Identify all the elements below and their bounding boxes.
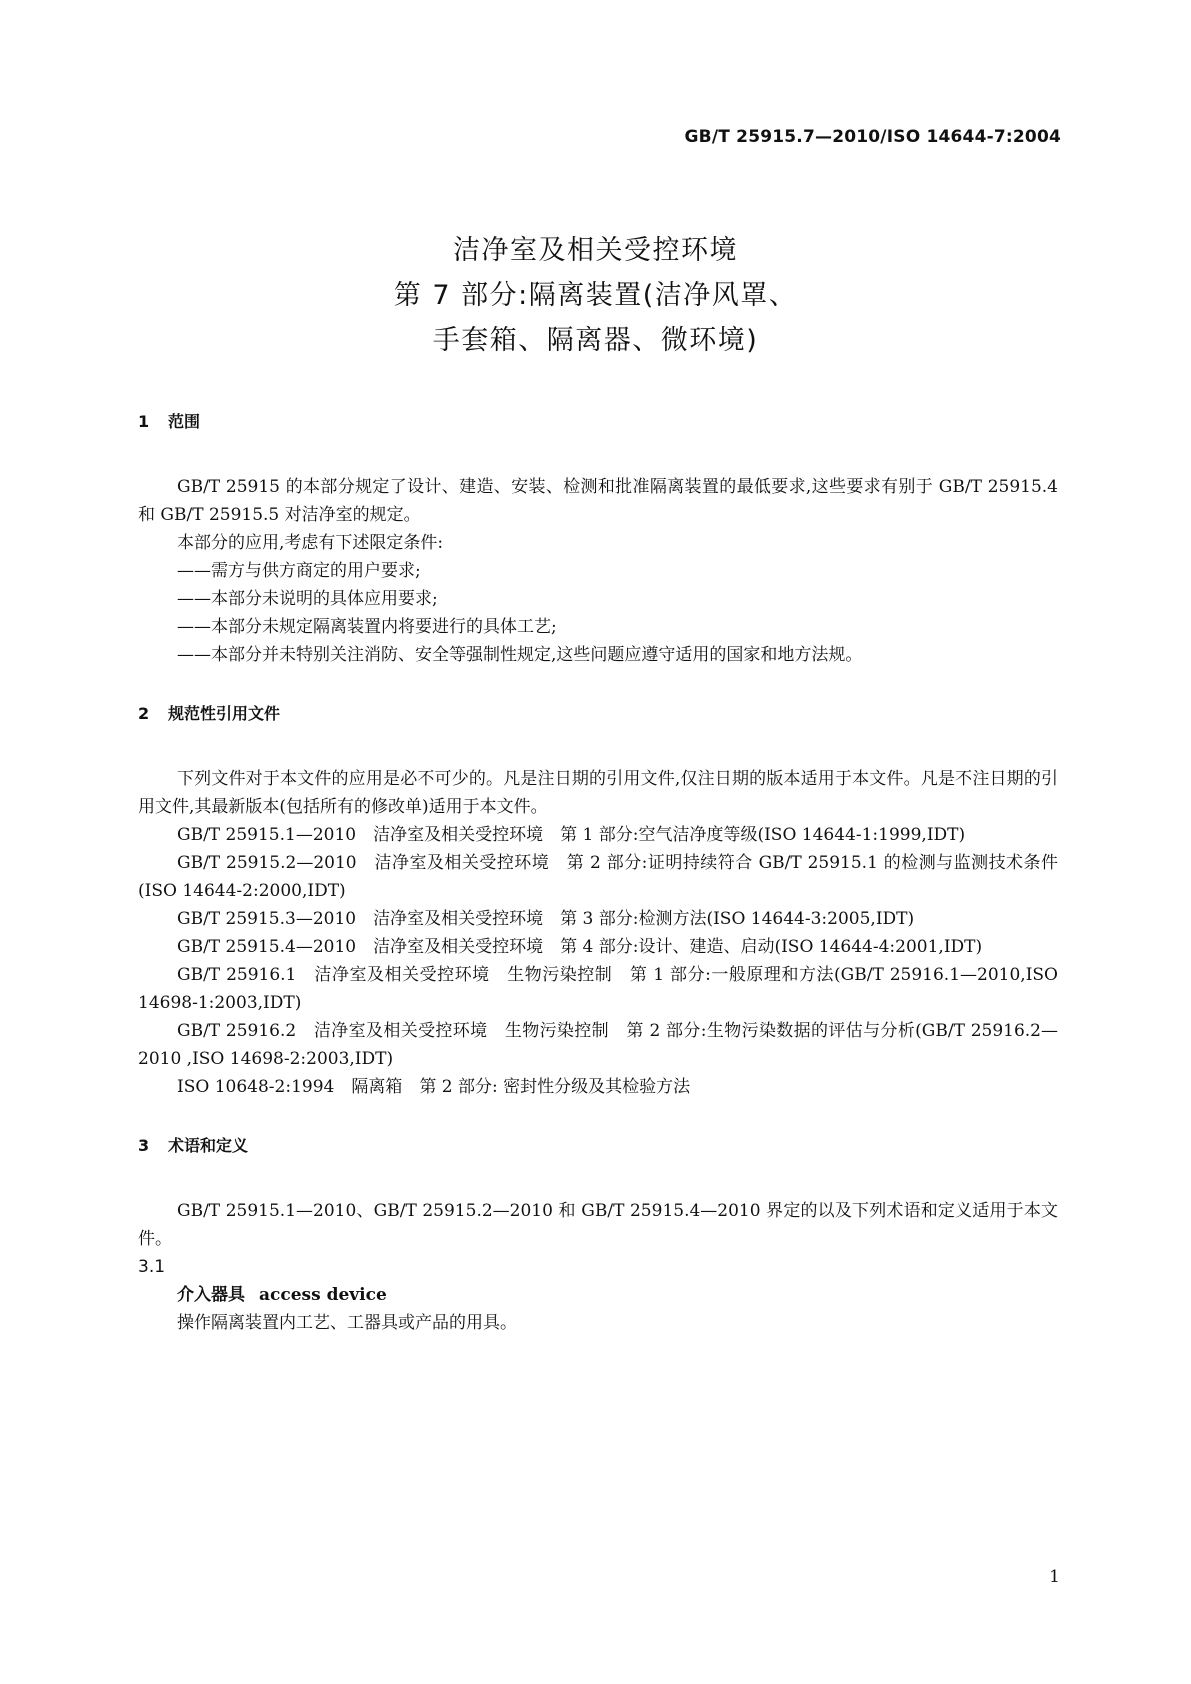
paragraph: 下列文件对于本文件的应用是必不可少的。凡是注日期的引用文件,仅注日期的版本适用于本文件。凡是不注日期的引用文件,其最新版本(包括所有的修改单)适用于本文件。: [138, 769, 1058, 817]
reference-item: GB/T 25915.4—2010 洁净室及相关受控环境 第 4 部分:设计、建造、启动(ISO 14644-4:2001,IDT): [177, 937, 983, 957]
reference-item: GB/T 25916.2 洁净室及相关受控环境 生物污染控制 第 2 部分:生物污染数据的评估与分析(GB/T 25916.2—2010 ,ISO 14698-2:2003,IDT): [138, 1021, 1058, 1069]
term-entry: [138, 1281, 1058, 1309]
reference-item: GB/T 25915.3—2010 洁净室及相关受控环境 第 3 部分:检测方法(ISO 14644-3:2005,IDT): [177, 909, 915, 929]
section-title: 范围: [168, 412, 201, 431]
section-heading-scope: [138, 408, 1058, 436]
reference-item: GB/T 25916.1 洁净室及相关受控环境 生物污染控制 第 1 部分:一般原理和方法(GB/T 25916.1—2010,ISO 14698-1:2003,IDT): [138, 965, 1058, 1013]
section-number: 1: [138, 412, 150, 431]
paragraph: 本部分的应用,考虑有下述限定条件:: [177, 533, 444, 553]
section-heading-terms-and-definitions: [138, 1132, 1058, 1160]
standard-code: GB/T 25915.7—2010/ISO 14644-7:2004: [684, 127, 1061, 147]
document-body: [138, 408, 1058, 1337]
document-title: [0, 228, 1191, 363]
title-line-3: 手套箱、隔离器、微环境): [432, 325, 759, 356]
reference-item: ISO 10648-2:1994 隔离箱 第 2 部分: 密封性分级及其检验方法: [177, 1077, 691, 1097]
term-definition: 操作隔离装置内工艺、工器具或产品的用具。: [177, 1313, 517, 1333]
paragraph: GB/T 25915 的本部分规定了设计、建造、安装、检测和批准隔离装置的最低要求,这些要求有别于 GB/T 25915.4 和 GB/T 25915.5 对洁净室的规定。: [138, 477, 1058, 525]
paragraph: GB/T 25915.1—2010、GB/T 25915.2—2010 和 GB/T 25915.4—2010 界定的以及下列术语和定义适用于本文件。: [138, 1201, 1058, 1249]
section-number: 2: [138, 704, 150, 723]
term-zh: 介入器具: [177, 1285, 245, 1305]
section-number: 3: [138, 1136, 150, 1155]
list-item: ——本部分未规定隔离装置内将要进行的具体工艺;: [177, 617, 557, 637]
section-heading-normative-references: [138, 700, 1058, 728]
section-title: 术语和定义: [168, 1136, 249, 1155]
list-item: ——需方与供方商定的用户要求;: [177, 561, 421, 581]
list-item: ——本部分并未特别关注消防、安全等强制性规定,这些问题应遵守适用的国家和地方法规。: [177, 645, 863, 665]
reference-item: GB/T 25915.2—2010 洁净室及相关受控环境 第 2 部分:证明持续符合 GB/T 25915.1 的检测与监测技术条件(ISO 14644-2:2000,IDT): [138, 853, 1058, 901]
clause-number: 3.1: [138, 1257, 166, 1277]
page-number: 1: [1049, 1567, 1060, 1587]
section-title: 规范性引用文件: [168, 704, 281, 723]
title-line-2: 第 7 部分:隔离装置(洁净风罩、: [393, 280, 798, 311]
term-en: access device: [259, 1285, 387, 1305]
list-item: ——本部分未说明的具体应用要求;: [177, 589, 438, 609]
reference-item: GB/T 25915.1—2010 洁净室及相关受控环境 第 1 部分:空气洁净度等级(ISO 14644-1:1999,IDT): [177, 825, 966, 845]
title-line-1: 洁净室及相关受控环境: [453, 235, 738, 266]
